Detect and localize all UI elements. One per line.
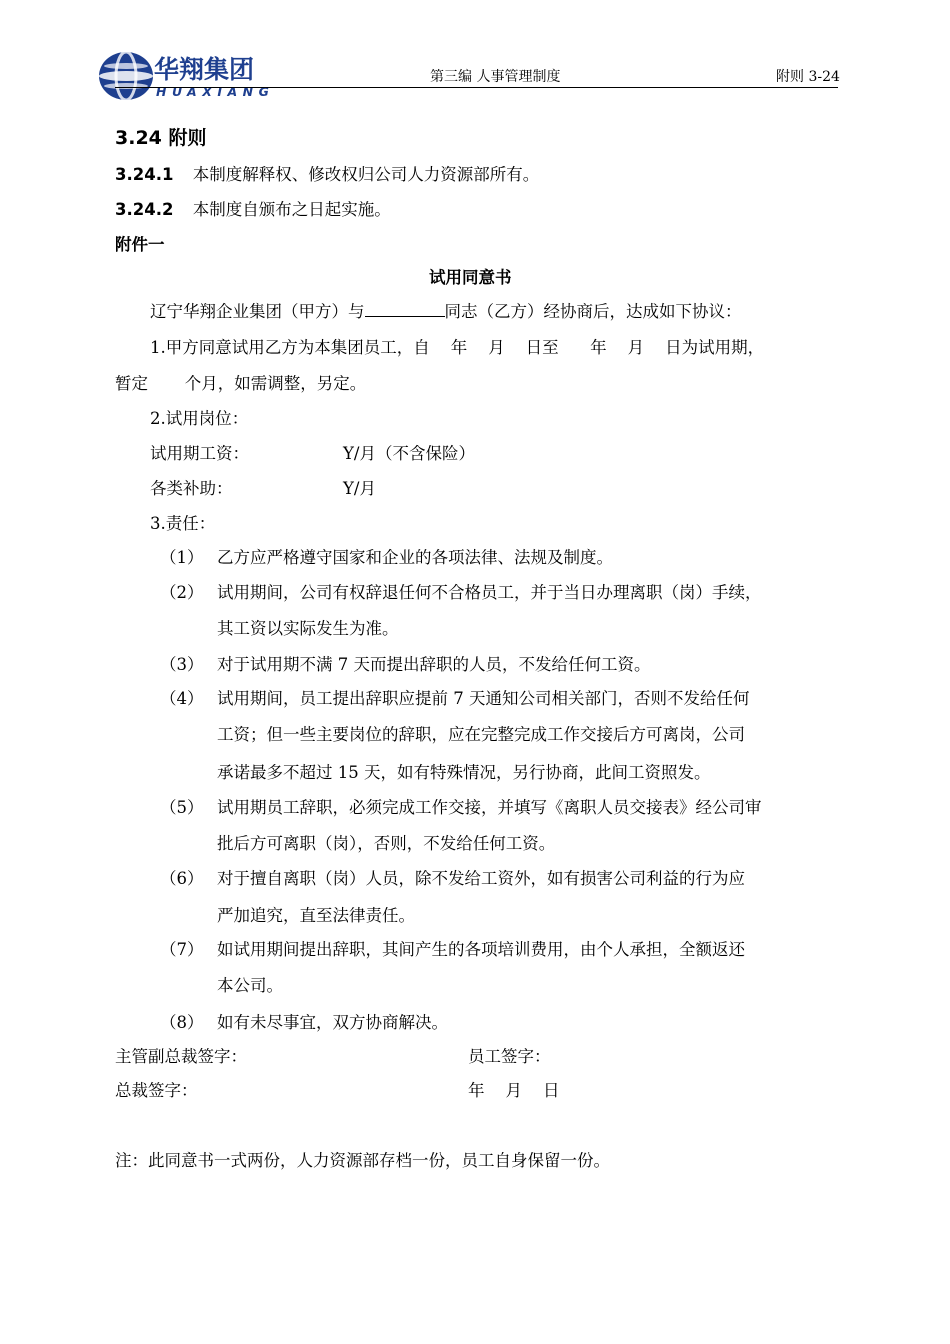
duty-4-number: （4） [160, 689, 204, 708]
logo-chinese-text: 华翔集团 [154, 55, 255, 84]
salary-label: 试用期工资： [150, 444, 249, 463]
duty-4-line: 工资；但一些主要岗位的辞职，应在完整完成工作交接后方可离岗，公司 [217, 725, 745, 744]
agreement-title: 试用同意书 [429, 268, 512, 287]
allowance-value: Y/月 [343, 479, 376, 498]
duty-7-line: 如试用期间提出辞职，其间产生的各项培训费用，由个人承担，全额返还 [217, 940, 745, 959]
paragraph-2: 2.试用岗位： [150, 409, 249, 428]
duty-8-number: （8） [160, 1013, 204, 1032]
vp-signature-label: 主管副总裁签字： [115, 1047, 247, 1066]
attachment-label: 附件一 [115, 235, 165, 254]
paragraph-1-line-2: 暂定 个月，如需调整，另定。 [115, 374, 367, 393]
logo-english-text: HUAXIANG [156, 84, 275, 99]
salary-value: Y/月（不含保险） [343, 444, 475, 463]
duty-5-line: 试用期员工辞职，必须完成工作交接，并填写《离职人员交接表》经公司审 [217, 798, 762, 817]
duty-2-line: 其工资以实际发生为准。 [217, 619, 399, 638]
header-chapter: 第三编 人事管理制度 [430, 69, 561, 85]
clause-text: 本制度自颁布之日起实施。 [192, 200, 391, 219]
duty-6-line: 对于擅自离职（岗）人员，除不发给工资外，如有损害公司利益的行为应 [217, 869, 745, 888]
name-blank [365, 304, 445, 317]
header-rule [115, 87, 838, 88]
duty-8-line: 如有未尽事宜，双方协商解决。 [217, 1013, 448, 1032]
company-logo [96, 44, 276, 102]
duty-7-line: 本公司。 [217, 976, 283, 995]
clause-number: 3.24.2 [115, 200, 174, 219]
duty-3-line: 对于试用期不满 7 天而提出辞职的人员，不发给任何工资。 [217, 655, 651, 674]
intro-part-a: 辽宁华翔企业集团（甲方）与 [150, 302, 365, 321]
duty-3-number: （3） [160, 655, 204, 674]
agreement-intro [150, 298, 742, 322]
duty-2-line: 试用期间，公司有权辞退任何不合格员工，并于当日办理离职（岗）手续， [217, 583, 762, 602]
clause-number: 3.24.1 [115, 165, 174, 184]
paragraph-1-line-1: 1.甲方同意试用乙方为本集团员工，自 年 月 日至 年 月 日为试用期， [150, 338, 765, 357]
duty-4-line: 试用期间，员工提出辞职应提前 7 天通知公司相关部门，否则不发给任何 [217, 689, 750, 708]
duty-6-number: （6） [160, 869, 204, 888]
duty-5-number: （5） [160, 798, 204, 817]
header-page-ref: 附则 3-24 [776, 69, 840, 85]
clause-3-24-1 [115, 161, 539, 185]
president-signature-label: 总裁签字： [115, 1081, 198, 1100]
duty-2-number: （2） [160, 583, 204, 602]
employee-signature-label: 员工签字： [468, 1047, 551, 1066]
allowance-label: 各类补助： [150, 479, 233, 498]
section-title: 3.24 附则 [115, 127, 207, 149]
duty-1-number: （1） [160, 548, 204, 567]
duty-5-line: 批后方可离职（岗），否则，不发给任何工资。 [217, 834, 556, 853]
agreement-note: 注：此同意书一式两份，人力资源部存档一份，员工自身保留一份。 [115, 1151, 610, 1170]
signature-date: 年 月 日 [468, 1081, 560, 1100]
paragraph-3: 3.责任： [150, 514, 216, 533]
duty-6-line: 严加追究，直至法律责任。 [217, 906, 415, 925]
duty-1-line: 乙方应严格遵守国家和企业的各项法律、法规及制度。 [217, 548, 613, 567]
clause-3-24-2 [115, 196, 391, 220]
duty-7-number: （7） [160, 940, 204, 959]
duty-4-line: 承诺最多不超过 15 天，如有特殊情况，另行协商，此间工资照发。 [217, 763, 711, 782]
intro-part-b: 同志（乙方）经协商后，达成如下协议： [444, 302, 742, 321]
clause-text: 本制度解释权、修改权归公司人力资源部所有。 [192, 165, 540, 184]
